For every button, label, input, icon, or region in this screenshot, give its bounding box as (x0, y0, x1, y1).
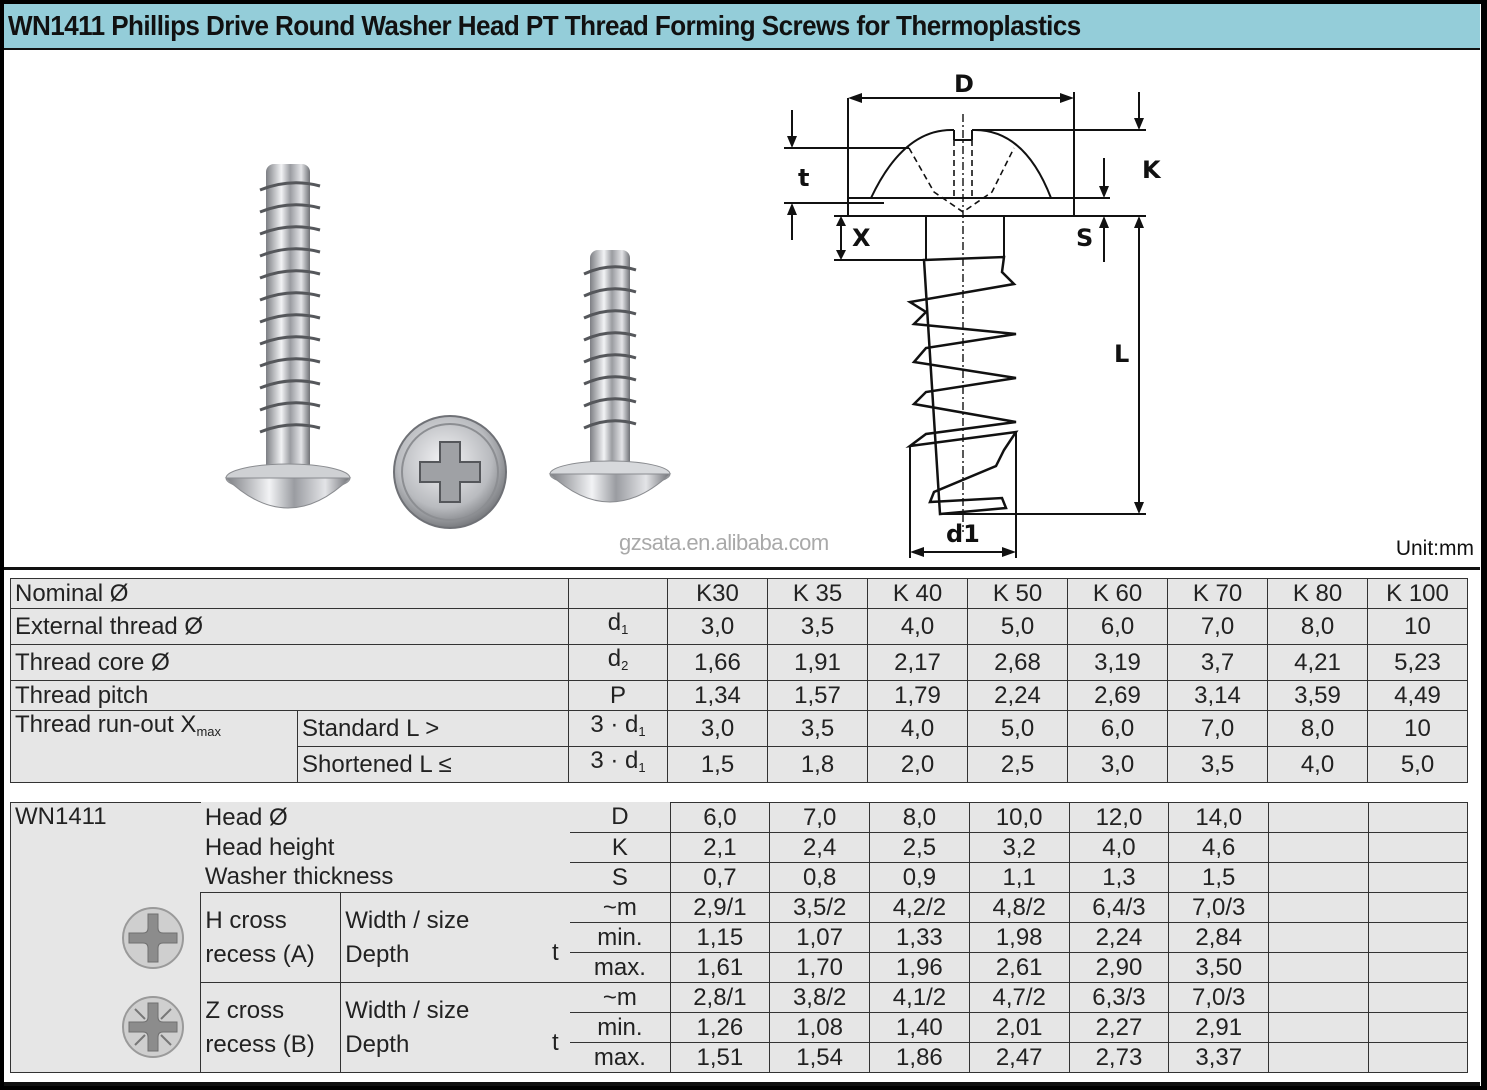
value-cell: 7,0 (770, 803, 870, 833)
value-cell: 1,98 (969, 923, 1069, 953)
symbol-text: P (609, 681, 626, 709)
value-cell: 1,96 (870, 953, 970, 983)
t-label: t (540, 893, 570, 983)
value-cell (1269, 803, 1368, 833)
value-cell: 1,33 (870, 923, 970, 953)
value-cell: 4,21 (1268, 645, 1368, 681)
value-cell: 2,91 (1169, 1013, 1269, 1043)
value-cell: 6,3/3 (1069, 983, 1169, 1013)
spacer-cell (11, 1043, 106, 1073)
value-cell: 1,26 (670, 1013, 770, 1043)
symbol-cell: max. (570, 953, 670, 983)
value-cell: 2,27 (1069, 1013, 1169, 1043)
value-cell: 3,5 (768, 609, 868, 645)
page-title: WN1411 Phillips Drive Round Washer Head PT Thread Forming Screws for Thermoplastics (8, 10, 1081, 41)
value-cell: 1,5 (668, 747, 768, 783)
value-cell: 4,6 (1169, 833, 1269, 863)
recess-a-line1: H cross (205, 906, 287, 934)
value-cell: 3,2 (969, 833, 1069, 863)
size-header: K 70 (1168, 579, 1268, 609)
value-cell: 1,40 (870, 1013, 970, 1043)
table-row (11, 893, 1468, 923)
value-cell: 4,7/2 (969, 983, 1069, 1013)
value-cell: 5,0 (968, 609, 1068, 645)
value-cell: 1,15 (670, 923, 770, 953)
recess-b-measure (341, 983, 541, 1073)
value-cell: 2,69 (1068, 681, 1168, 711)
value-cell: 4,8/2 (969, 893, 1069, 923)
symbol-subscript: 2 (621, 658, 629, 673)
value-cell: 0,9 (870, 863, 970, 893)
value-cell: 2,9/1 (670, 893, 770, 923)
value-cell (1269, 923, 1368, 953)
value-cell: 3,8/2 (770, 983, 870, 1013)
width-size-label: Width / size (345, 996, 470, 1024)
value-cell: 5,23 (1368, 645, 1468, 681)
recess-a-line2: recess (A) (205, 940, 315, 968)
symbol-cell: max. (570, 1043, 670, 1073)
value-cell (1368, 1013, 1467, 1043)
value-cell: 4,0 (868, 609, 968, 645)
value-cell: 1,86 (870, 1043, 970, 1073)
value-cell: 1,08 (770, 1013, 870, 1043)
value-cell: 3,7 (1168, 645, 1268, 681)
row-label: Thread pitch (11, 681, 569, 711)
value-cell: 3,0 (668, 609, 768, 645)
series-label: WN1411 (11, 803, 201, 893)
table-row (11, 803, 1468, 833)
value-cell: 4,1/2 (870, 983, 970, 1013)
value-cell: 2,90 (1069, 953, 1169, 983)
value-cell: 3,5 (1168, 747, 1268, 783)
short-screw-image (550, 250, 670, 502)
value-cell: 2,01 (969, 1013, 1069, 1043)
symbol-text: d (607, 645, 622, 672)
symbol-cell: min. (570, 923, 670, 953)
value-cell: 1,91 (768, 645, 868, 681)
symbol-cell: ~m (570, 983, 670, 1013)
value-cell: 3,0 (668, 711, 768, 747)
spacer-cell (11, 923, 106, 953)
table-row (11, 711, 1468, 747)
title-bar (4, 4, 1480, 50)
z-cross-recess-icon (121, 995, 185, 1059)
value-cell: 2,68 (968, 645, 1068, 681)
value-cell: 0,7 (670, 863, 770, 893)
value-cell: 1,79 (868, 681, 968, 711)
dim-label-x: X (852, 224, 871, 252)
value-cell: 10 (1368, 609, 1468, 645)
value-cell: 8,0 (1268, 711, 1368, 747)
value-cell: 3,59 (1268, 681, 1368, 711)
symbol-cell: D (570, 803, 670, 833)
dim-label-d1: d1 (946, 520, 980, 548)
value-cell (1368, 1043, 1467, 1073)
value-cell (1368, 893, 1467, 923)
depth-label: Depth (345, 940, 410, 968)
value-cell: 1,66 (668, 645, 768, 681)
value-cell: 3,19 (1068, 645, 1168, 681)
value-cell (1269, 833, 1368, 863)
size-header: K 35 (768, 579, 868, 609)
spacer-cell (11, 893, 106, 923)
value-cell: 3,0 (1068, 747, 1168, 783)
h-cross-recess-icon (121, 906, 185, 970)
width-size-label: Width / size (345, 906, 470, 934)
spec-sheet (4, 4, 1481, 1086)
row-label: External thread Ø (11, 609, 569, 645)
table-row (11, 863, 1468, 893)
recess-a-name (201, 893, 341, 983)
spacer-cell (11, 953, 106, 983)
row-label-empty (11, 747, 298, 783)
value-cell: 1,3 (1069, 863, 1169, 893)
value-cell: 10 (1368, 711, 1468, 747)
value-cell: 2,17 (868, 645, 968, 681)
symbol-cell: K (570, 833, 670, 863)
size-header: K 100 (1368, 579, 1468, 609)
value-cell: 1,61 (670, 953, 770, 983)
value-cell: 3,14 (1168, 681, 1268, 711)
value-cell: 6,0 (670, 803, 770, 833)
value-cell (1368, 923, 1467, 953)
divider (4, 567, 1480, 570)
table-header-row (11, 579, 1468, 609)
value-cell: 1,07 (770, 923, 870, 953)
symbol-subscript: 1 (638, 760, 646, 775)
symbol-text: 3 · d (590, 747, 639, 774)
z-cross-icon-cell (105, 983, 201, 1073)
size-header: K 60 (1068, 579, 1168, 609)
value-cell: 2,0 (868, 747, 968, 783)
symbol-cell (569, 681, 668, 711)
value-cell (1269, 983, 1368, 1013)
value-cell: 10,0 (969, 803, 1069, 833)
size-header: K30 (668, 579, 768, 609)
size-header: K 50 (968, 579, 1068, 609)
symbol-cell (569, 609, 668, 645)
table-row (11, 833, 1468, 863)
value-cell (1269, 893, 1368, 923)
runout-label: Thread run-out X (15, 711, 197, 739)
value-cell: 2,4 (770, 833, 870, 863)
value-cell: 2,24 (968, 681, 1068, 711)
recess-a-measure (341, 893, 541, 983)
recess-b-line1: Z cross (205, 996, 285, 1024)
value-cell (1368, 983, 1467, 1013)
table-row (11, 609, 1468, 645)
value-cell: 2,1 (670, 833, 770, 863)
value-cell (1368, 833, 1467, 863)
symbol-subscript: 1 (638, 724, 646, 739)
symbol-cell (569, 579, 668, 609)
t-label: t (540, 983, 570, 1073)
technical-drawing (774, 62, 1194, 562)
h-cross-icon-cell (105, 893, 201, 983)
value-cell: 1,8 (768, 747, 868, 783)
value-cell (1368, 953, 1467, 983)
symbol-text: 3 · d (590, 711, 639, 738)
table-row (11, 983, 1468, 1013)
value-cell: 6,0 (1068, 609, 1168, 645)
spacer-cell (11, 1013, 106, 1043)
symbol-cell (569, 711, 668, 747)
value-cell: 2,84 (1169, 923, 1269, 953)
value-cell: 3,5 (768, 711, 868, 747)
symbol-cell: min. (570, 1013, 670, 1043)
value-cell: 2,47 (969, 1043, 1069, 1073)
dim-label-l: L (1114, 340, 1130, 368)
depth-label: Depth (345, 1030, 410, 1058)
value-cell: 1,5 (1169, 863, 1269, 893)
row-label (11, 711, 298, 747)
value-cell: 2,73 (1069, 1043, 1169, 1073)
value-cell: 5,0 (968, 711, 1068, 747)
value-cell: 1,54 (770, 1043, 870, 1073)
value-cell: 6,4/3 (1069, 893, 1169, 923)
table-row (11, 645, 1468, 681)
value-cell (1269, 863, 1368, 893)
symbol-cell (569, 747, 668, 783)
value-cell: 2,5 (968, 747, 1068, 783)
head-dimensions-table (10, 802, 1468, 1073)
symbol-cell: S (570, 863, 670, 893)
value-cell: 4,0 (868, 711, 968, 747)
value-cell (1269, 1013, 1368, 1043)
value-cell: 2,8/1 (670, 983, 770, 1013)
value-cell: 6,0 (1068, 711, 1168, 747)
table-row (11, 747, 1468, 783)
value-cell: 5,0 (1368, 747, 1468, 783)
value-cell: 3,37 (1169, 1043, 1269, 1073)
thread-dimensions-table (10, 578, 1468, 783)
value-cell: 3,5/2 (770, 893, 870, 923)
symbol-text: d (607, 609, 622, 636)
sub-row-label: Standard L > (298, 711, 569, 747)
dim-label-t: t (798, 164, 810, 192)
product-photo (204, 142, 684, 542)
value-cell (1368, 863, 1467, 893)
value-cell: 1,57 (768, 681, 868, 711)
value-cell: 3,50 (1169, 953, 1269, 983)
long-screw-image (226, 164, 350, 508)
value-cell: 7,0 (1168, 609, 1268, 645)
symbol-subscript: 1 (621, 622, 629, 637)
value-cell: 2,24 (1069, 923, 1169, 953)
value-cell: 4,0 (1069, 833, 1169, 863)
value-cell: 2,5 (870, 833, 970, 863)
dim-label-d: D (954, 70, 974, 98)
dim-label-s: S (1076, 224, 1094, 252)
row-label: Thread core Ø (11, 645, 569, 681)
value-cell: 4,0 (1268, 747, 1368, 783)
symbol-cell: ~m (570, 893, 670, 923)
nominal-label: Nominal Ø (11, 579, 569, 609)
watermark: gzsata.en.alibaba.com (619, 530, 829, 555)
table-row (11, 681, 1468, 711)
value-cell: 4,2/2 (870, 893, 970, 923)
hero-section (4, 52, 1480, 568)
value-cell: 8,0 (870, 803, 970, 833)
size-header: K 40 (868, 579, 968, 609)
row-label: Head Ø (204, 803, 288, 831)
value-cell (1269, 953, 1368, 983)
row-label: Washer thickness (201, 863, 570, 893)
recess-b-line2: recess (B) (205, 1030, 315, 1058)
value-cell (1368, 803, 1467, 833)
sub-row-label: Shortened L ≤ (298, 747, 569, 783)
recess-b-name (201, 983, 341, 1073)
value-cell: 8,0 (1268, 609, 1368, 645)
screw-head-image (394, 416, 506, 528)
value-cell: 1,70 (770, 953, 870, 983)
value-cell: 4,49 (1368, 681, 1468, 711)
value-cell: 1,1 (969, 863, 1069, 893)
size-header: K 80 (1268, 579, 1368, 609)
dim-label-k: K (1142, 156, 1161, 184)
value-cell: 1,51 (670, 1043, 770, 1073)
value-cell: 7,0 (1168, 711, 1268, 747)
spacer-cell (11, 983, 106, 1013)
value-cell: 14,0 (1169, 803, 1269, 833)
runout-subscript: max (196, 724, 221, 740)
value-cell: 0,8 (770, 863, 870, 893)
value-cell: 7,0/3 (1169, 893, 1269, 923)
value-cell: 2,61 (969, 953, 1069, 983)
value-cell: 7,0/3 (1169, 983, 1269, 1013)
symbol-cell (569, 645, 668, 681)
value-cell: 1,34 (668, 681, 768, 711)
bottom-border (4, 1082, 1480, 1086)
row-label: Head height (204, 833, 335, 861)
value-cell: 12,0 (1069, 803, 1169, 833)
value-cell (1269, 1043, 1368, 1073)
unit-label: Unit:mm (1395, 537, 1474, 560)
